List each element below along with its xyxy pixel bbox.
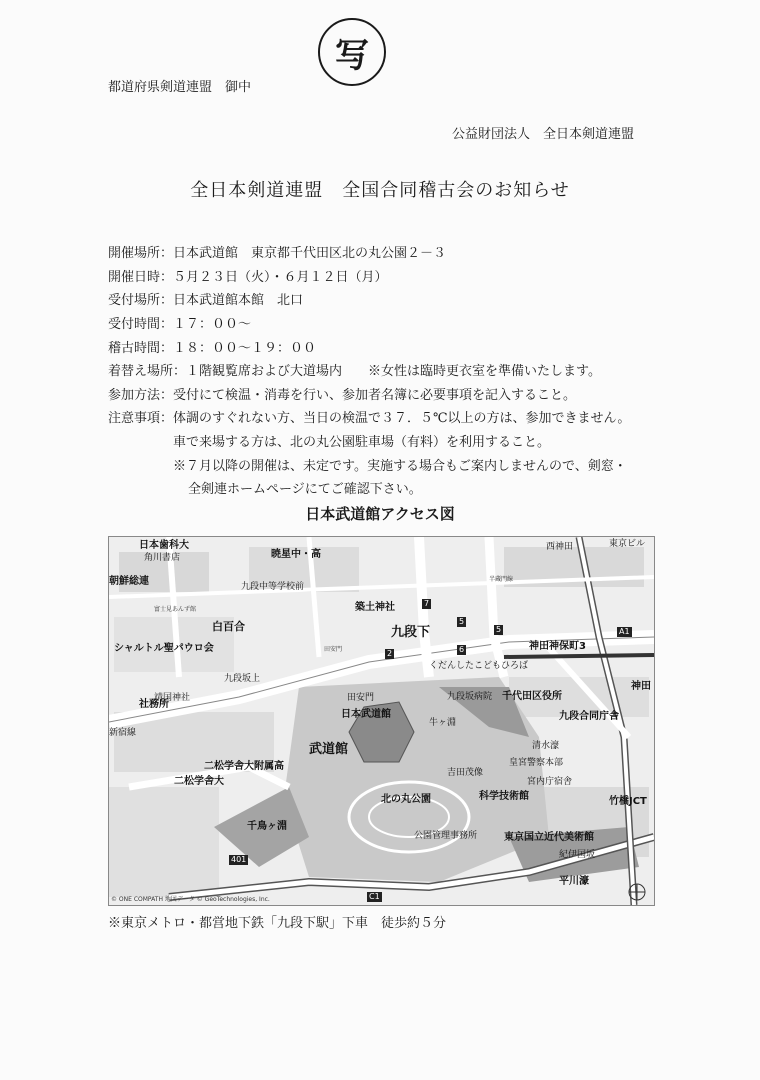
map-label: 西神田 — [546, 542, 574, 552]
detail-label: 着替え場所： — [108, 364, 187, 380]
map-label: シャルトル聖パウロ会 — [114, 643, 214, 654]
map-label: 竹橋JCT — [609, 796, 647, 807]
detail-practice-time — [108, 334, 668, 358]
map-label: 千鳥ヶ淵 — [247, 821, 287, 832]
detail-label: 受付時間： — [108, 317, 174, 333]
detail-reception-place — [108, 287, 668, 311]
map-title: 日本武道館アクセス図 — [305, 505, 455, 523]
detail-value: １８：００～１９：００ — [173, 340, 317, 356]
detail-dates — [108, 264, 668, 288]
access-map — [108, 536, 655, 906]
map-label: 千代田区役所 — [502, 691, 562, 702]
sender: 公益財団法人 全日本剣道連盟 — [452, 127, 635, 142]
map-label: 二松学舎大 — [174, 776, 224, 787]
station-exit: 6 — [459, 645, 465, 654]
map-label: 科学技術館 — [479, 791, 529, 802]
detail-value: １７：００～ — [173, 317, 252, 333]
detail-value: １階観覧席および大道場内 — [186, 364, 343, 380]
detail-reception-time — [108, 311, 668, 335]
station-exit: 7 — [424, 599, 430, 608]
addressee: 都道府県剣道連盟 御中 — [108, 80, 252, 95]
detail-changing — [108, 358, 668, 382]
event-details — [108, 240, 668, 500]
detail-value: ５月２３日（火）・６月１２日（月） — [173, 269, 388, 285]
station-exit: 5 — [459, 617, 465, 626]
map-label: 紀伊国坂 — [559, 850, 596, 860]
map-label: 靖国神社 — [154, 693, 191, 703]
map-label: 九段坂上 — [224, 674, 261, 684]
map-label: 朝鮮総連 — [109, 576, 149, 587]
detail-venue — [108, 240, 668, 264]
map-label: 九段合同庁舎 — [559, 711, 619, 722]
copy-stamp-label: 写 — [335, 35, 369, 76]
map-label: くだんしたこどもひろば — [429, 661, 529, 671]
map-label: 皇宮警察本部 — [509, 758, 564, 768]
caution-line-3: ※７月以降の開催は、未定です。実施する場合もご案内しませんので、剣窓・ — [173, 458, 627, 474]
route-shield: A1 — [619, 627, 630, 636]
map-label: 田安門 — [347, 693, 375, 703]
route-shield: C1 — [369, 892, 380, 901]
map-label: 新宿線 — [109, 728, 137, 738]
map-label: 神田 — [631, 681, 651, 692]
detail-method — [108, 382, 668, 406]
map-label: 富士見あんず館 — [154, 606, 197, 613]
map-label: 築土神社 — [355, 602, 395, 613]
station-exit: 2 — [387, 649, 393, 658]
changing-note: ※女性は臨時更衣室を準備いたします。 — [368, 364, 601, 380]
map-label: 公園管理事務所 — [414, 831, 478, 841]
detail-label: 稽古時間： — [108, 340, 174, 356]
detail-label: 受付場所： — [108, 293, 174, 309]
map-label: 武道館 — [309, 742, 349, 757]
detail-value: 受付にて検温・消毒を行い、参加者名簿に必要事項を記入すること。 — [173, 387, 577, 403]
map-label: 吉田茂像 — [447, 768, 484, 778]
map-label: 北の丸公園 — [381, 794, 431, 805]
map-label: 二松学舎大附属高 — [204, 761, 284, 772]
map-label: 角川書店 — [144, 553, 181, 563]
access-note: ※東京メトロ・都営地下鉄「九段下駅」下車 徒歩約５分 — [108, 916, 447, 931]
detail-value: 日本武道館本館 北口 — [173, 293, 304, 309]
detail-caution — [108, 405, 668, 429]
map-label: 九段下 — [391, 625, 431, 640]
map-label: 日本武道館 — [341, 709, 391, 720]
document-title: 全日本剣道連盟 全国合同稽古会のお知らせ — [190, 180, 570, 201]
route-shield: 401 — [231, 855, 247, 864]
map-label: 暁星中・高 — [271, 549, 321, 560]
map-label: 九段坂病院 — [447, 692, 493, 702]
map-label: 東京国立近代美術館 — [504, 832, 594, 843]
map-label: 宮内庁宿舎 — [527, 777, 573, 787]
detail-label: 開催日時： — [108, 269, 174, 285]
map-label: 日本歯科大 — [139, 540, 189, 551]
detail-label: 開催場所： — [108, 246, 174, 262]
map-label: 社務所 — [139, 699, 169, 710]
detail-value-wrap — [186, 360, 668, 379]
caution-line-4: 全剣連ホームページにてご確認下さい。 — [188, 482, 422, 498]
copy-stamp — [318, 18, 386, 86]
detail-label: 参加方法： — [108, 387, 174, 403]
caution-line-2: 車で来場する方は、北の丸公園駐車場（有料）を利用すること。 — [173, 435, 551, 451]
station-exit: 5 — [496, 625, 502, 634]
map-label: 清水濠 — [532, 741, 560, 751]
map-label: 半蔵門線 — [489, 576, 514, 583]
map-label: 平川濠 — [559, 876, 589, 887]
map-label: 神田神保町3 — [529, 641, 586, 652]
map-label: 九段中等学校前 — [241, 582, 305, 592]
map-label: 東京ビル — [609, 539, 646, 549]
detail-label: 注意事項： — [108, 411, 174, 427]
detail-value: 体調のすぐれない方、当日の検温で３７．５℃以上の方は、参加できません。 — [173, 411, 631, 427]
map-label: 牛ヶ淵 — [429, 718, 457, 728]
map-label: 田安門 — [324, 646, 343, 653]
map-copyright: © ONE COMPATH 地図データ © GeoTechnologies, Inc. — [111, 896, 270, 903]
detail-value: 日本武道館 東京都千代田区北の丸公園２－３ — [173, 246, 447, 262]
map-label: 白百合 — [212, 620, 245, 633]
